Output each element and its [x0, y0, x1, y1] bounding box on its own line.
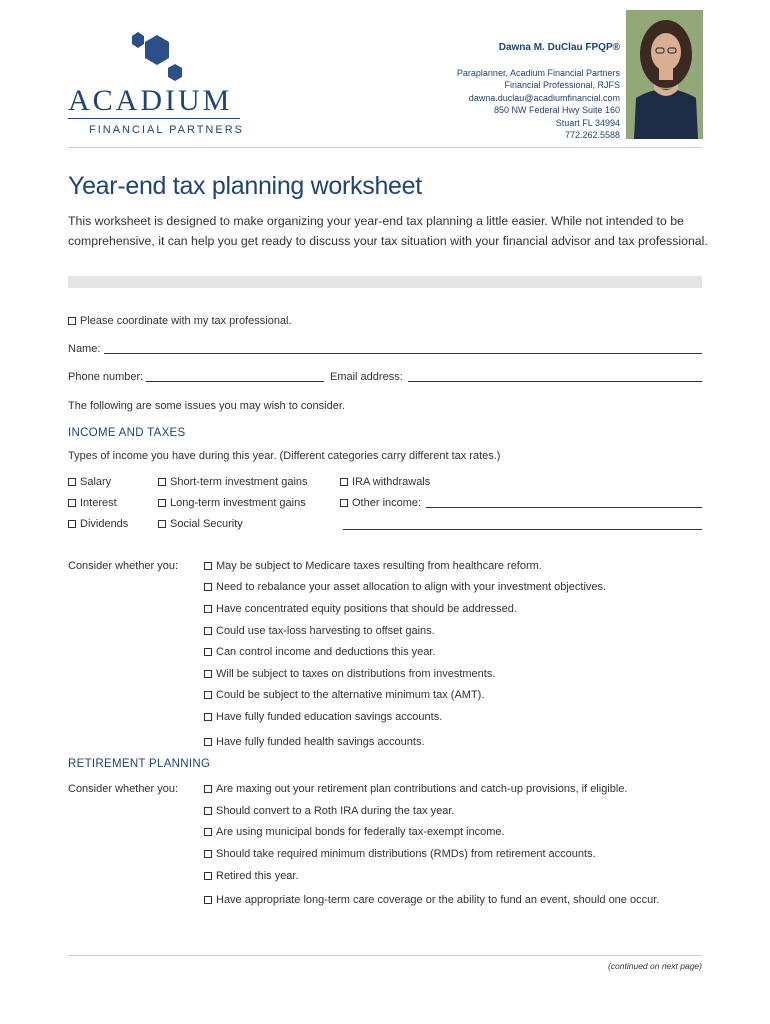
option-label: Dividends [80, 518, 129, 530]
advisor-contact-block [457, 42, 620, 142]
option-label: Have appropriate long-term care coverage or the ability to fund an event, should one occur. [216, 894, 660, 906]
income-consider-item[interactable] [204, 668, 495, 680]
retirement-consider-label: Consider whether you: [68, 783, 179, 795]
retirement-consider-item[interactable] [204, 805, 454, 817]
income-consider-item[interactable] [204, 689, 484, 701]
income-consider-label: Consider whether you: [68, 560, 179, 572]
option-label: Short-term investment gains [170, 476, 308, 488]
income-option-ira-withdrawals[interactable] [340, 476, 430, 488]
checkbox-icon[interactable] [204, 648, 212, 656]
option-label: Will be subject to taxes on distributions from investments. [216, 668, 496, 680]
option-label: Need to rebalance your asset allocation to align with your investment objectives. [216, 581, 607, 593]
checkbox-icon[interactable] [204, 691, 212, 699]
coordinate-option[interactable] [68, 315, 292, 327]
other-income-field-line2[interactable] [343, 519, 702, 530]
section-bar [68, 276, 702, 288]
brand-name: ACADIUM [68, 84, 233, 117]
option-label: Can control income and deductions this year. [216, 646, 436, 658]
advisor-email[interactable]: dawna.duclau@acadiumfinancial.com [468, 92, 620, 103]
retirement-consider-item[interactable] [204, 870, 299, 882]
income-section-heading: INCOME AND TAXES [68, 427, 186, 439]
option-label: Interest [80, 497, 117, 509]
checkbox-icon[interactable] [158, 520, 166, 528]
checkbox-icon[interactable] [340, 478, 348, 486]
footer-divider [68, 955, 702, 956]
checkbox-icon[interactable] [68, 499, 76, 507]
header-divider [68, 147, 702, 148]
option-label: Could use tax-loss harvesting to offset gains. [216, 625, 435, 637]
advisor-photo [626, 10, 703, 139]
income-consider-item[interactable] [204, 560, 542, 572]
income-subtext: Types of income you have during this year. (Different categories carry different tax rates.) [68, 450, 501, 462]
option-label: Long-term investment gains [170, 497, 306, 509]
income-option-other[interactable] [340, 497, 421, 509]
checkbox-icon[interactable] [204, 872, 212, 880]
advisor-affiliation: Financial Professional, RJFS [504, 80, 620, 90]
coordinate-label: Please coordinate with my tax professional. [80, 315, 292, 327]
email-field[interactable] [408, 371, 702, 382]
checkbox-icon[interactable] [204, 896, 212, 904]
checkbox-icon[interactable] [158, 478, 166, 486]
checkbox-icon[interactable] [204, 828, 212, 836]
option-label: Have concentrated equity positions that should be addressed. [216, 603, 517, 615]
income-option-social-security[interactable] [158, 518, 243, 530]
checkbox-icon[interactable] [158, 499, 166, 507]
checkbox-icon[interactable] [204, 807, 212, 815]
checkbox-icon[interactable] [204, 627, 212, 635]
checkbox-icon[interactable] [204, 738, 212, 746]
option-label: Salary [80, 476, 112, 488]
retirement-consider-item[interactable] [204, 783, 628, 795]
advisor-name: Dawna M. DuClau FPQP® [498, 42, 620, 53]
income-consider-item[interactable] [204, 603, 517, 615]
option-label: Should convert to a Roth IRA during the tax year. [216, 805, 455, 817]
income-option-salary[interactable] [68, 476, 111, 488]
checkbox-icon[interactable] [204, 605, 212, 613]
income-consider-item[interactable] [204, 625, 435, 637]
income-consider-item[interactable] [204, 711, 442, 723]
checkbox-icon[interactable] [68, 317, 76, 325]
advisor-street: 850 NW Federal Hwy Suite 160 [493, 105, 620, 115]
name-field[interactable] [104, 343, 702, 354]
advisor-role: Paraplanner, Acadium Financial Partners [456, 67, 620, 78]
other-income-field[interactable] [426, 497, 702, 508]
option-label: Social Security [170, 518, 243, 530]
option-label: Are maxing out your retirement plan contributions and catch-up provisions, if eligible. [216, 783, 628, 795]
checkbox-icon[interactable] [340, 499, 348, 507]
checkbox-icon[interactable] [204, 713, 212, 721]
option-label: Should take required minimum distributions (RMDs) from retirement accounts. [216, 848, 596, 860]
income-option-short-term-gains[interactable] [158, 476, 308, 488]
income-option-long-term-gains[interactable] [158, 497, 306, 509]
option-label: Have fully funded education savings accounts. [216, 711, 443, 723]
checkbox-icon[interactable] [204, 785, 212, 793]
phone-label: Phone number: [68, 371, 144, 383]
brand-rule [68, 118, 240, 119]
income-consider-item[interactable] [204, 581, 606, 593]
option-label: Are using municipal bonds for federally tax-exempt income. [216, 826, 505, 838]
checkbox-icon[interactable] [204, 583, 212, 591]
checkbox-icon[interactable] [68, 520, 76, 528]
checkbox-icon[interactable] [204, 670, 212, 678]
retirement-section-heading: RETIREMENT PLANNING [68, 758, 211, 770]
income-consider-item[interactable] [204, 646, 436, 658]
checkbox-icon[interactable] [204, 562, 212, 570]
brand-subtitle: FINANCIAL PARTNERS [89, 124, 244, 136]
retirement-consider-item[interactable] [204, 848, 596, 860]
option-label: Have fully funded health savings accounts. [216, 736, 425, 748]
advisor-phone: 772.262.5588 [564, 130, 620, 140]
income-option-interest[interactable] [68, 497, 117, 509]
page-title: Year-end tax planning worksheet [68, 172, 422, 200]
income-consider-item[interactable] [204, 736, 425, 748]
name-label: Name: [68, 343, 101, 355]
advisor-city: Stuart FL 34994 [555, 117, 620, 128]
option-label: IRA withdrawals [352, 476, 431, 488]
intro-paragraph: This worksheet is designed to make organizing your year-end tax planning a little easier. While not intended to be comprehensive, it can help you get ready to discuss your tax situation with your financial advisor and tax professional. [68, 214, 708, 248]
continued-note: (continued on next page) [607, 961, 702, 971]
retirement-consider-item[interactable] [204, 826, 505, 838]
option-label: Could be subject to the alternative minimum tax (AMT). [216, 689, 485, 701]
option-label: May be subject to Medicare taxes resulting from healthcare reform. [216, 560, 542, 572]
email-label: Email address: [330, 371, 403, 383]
checkbox-icon[interactable] [204, 850, 212, 858]
option-label: Retired this year. [216, 870, 299, 882]
checkbox-icon[interactable] [68, 478, 76, 486]
phone-field[interactable] [146, 371, 324, 382]
option-label: Other income: [352, 497, 422, 509]
income-option-dividends[interactable] [68, 518, 128, 530]
retirement-consider-item[interactable] [204, 894, 659, 906]
acadium-logo-mark [128, 30, 188, 86]
issues-intro: The following are some issues you may wish to consider. [68, 400, 345, 412]
